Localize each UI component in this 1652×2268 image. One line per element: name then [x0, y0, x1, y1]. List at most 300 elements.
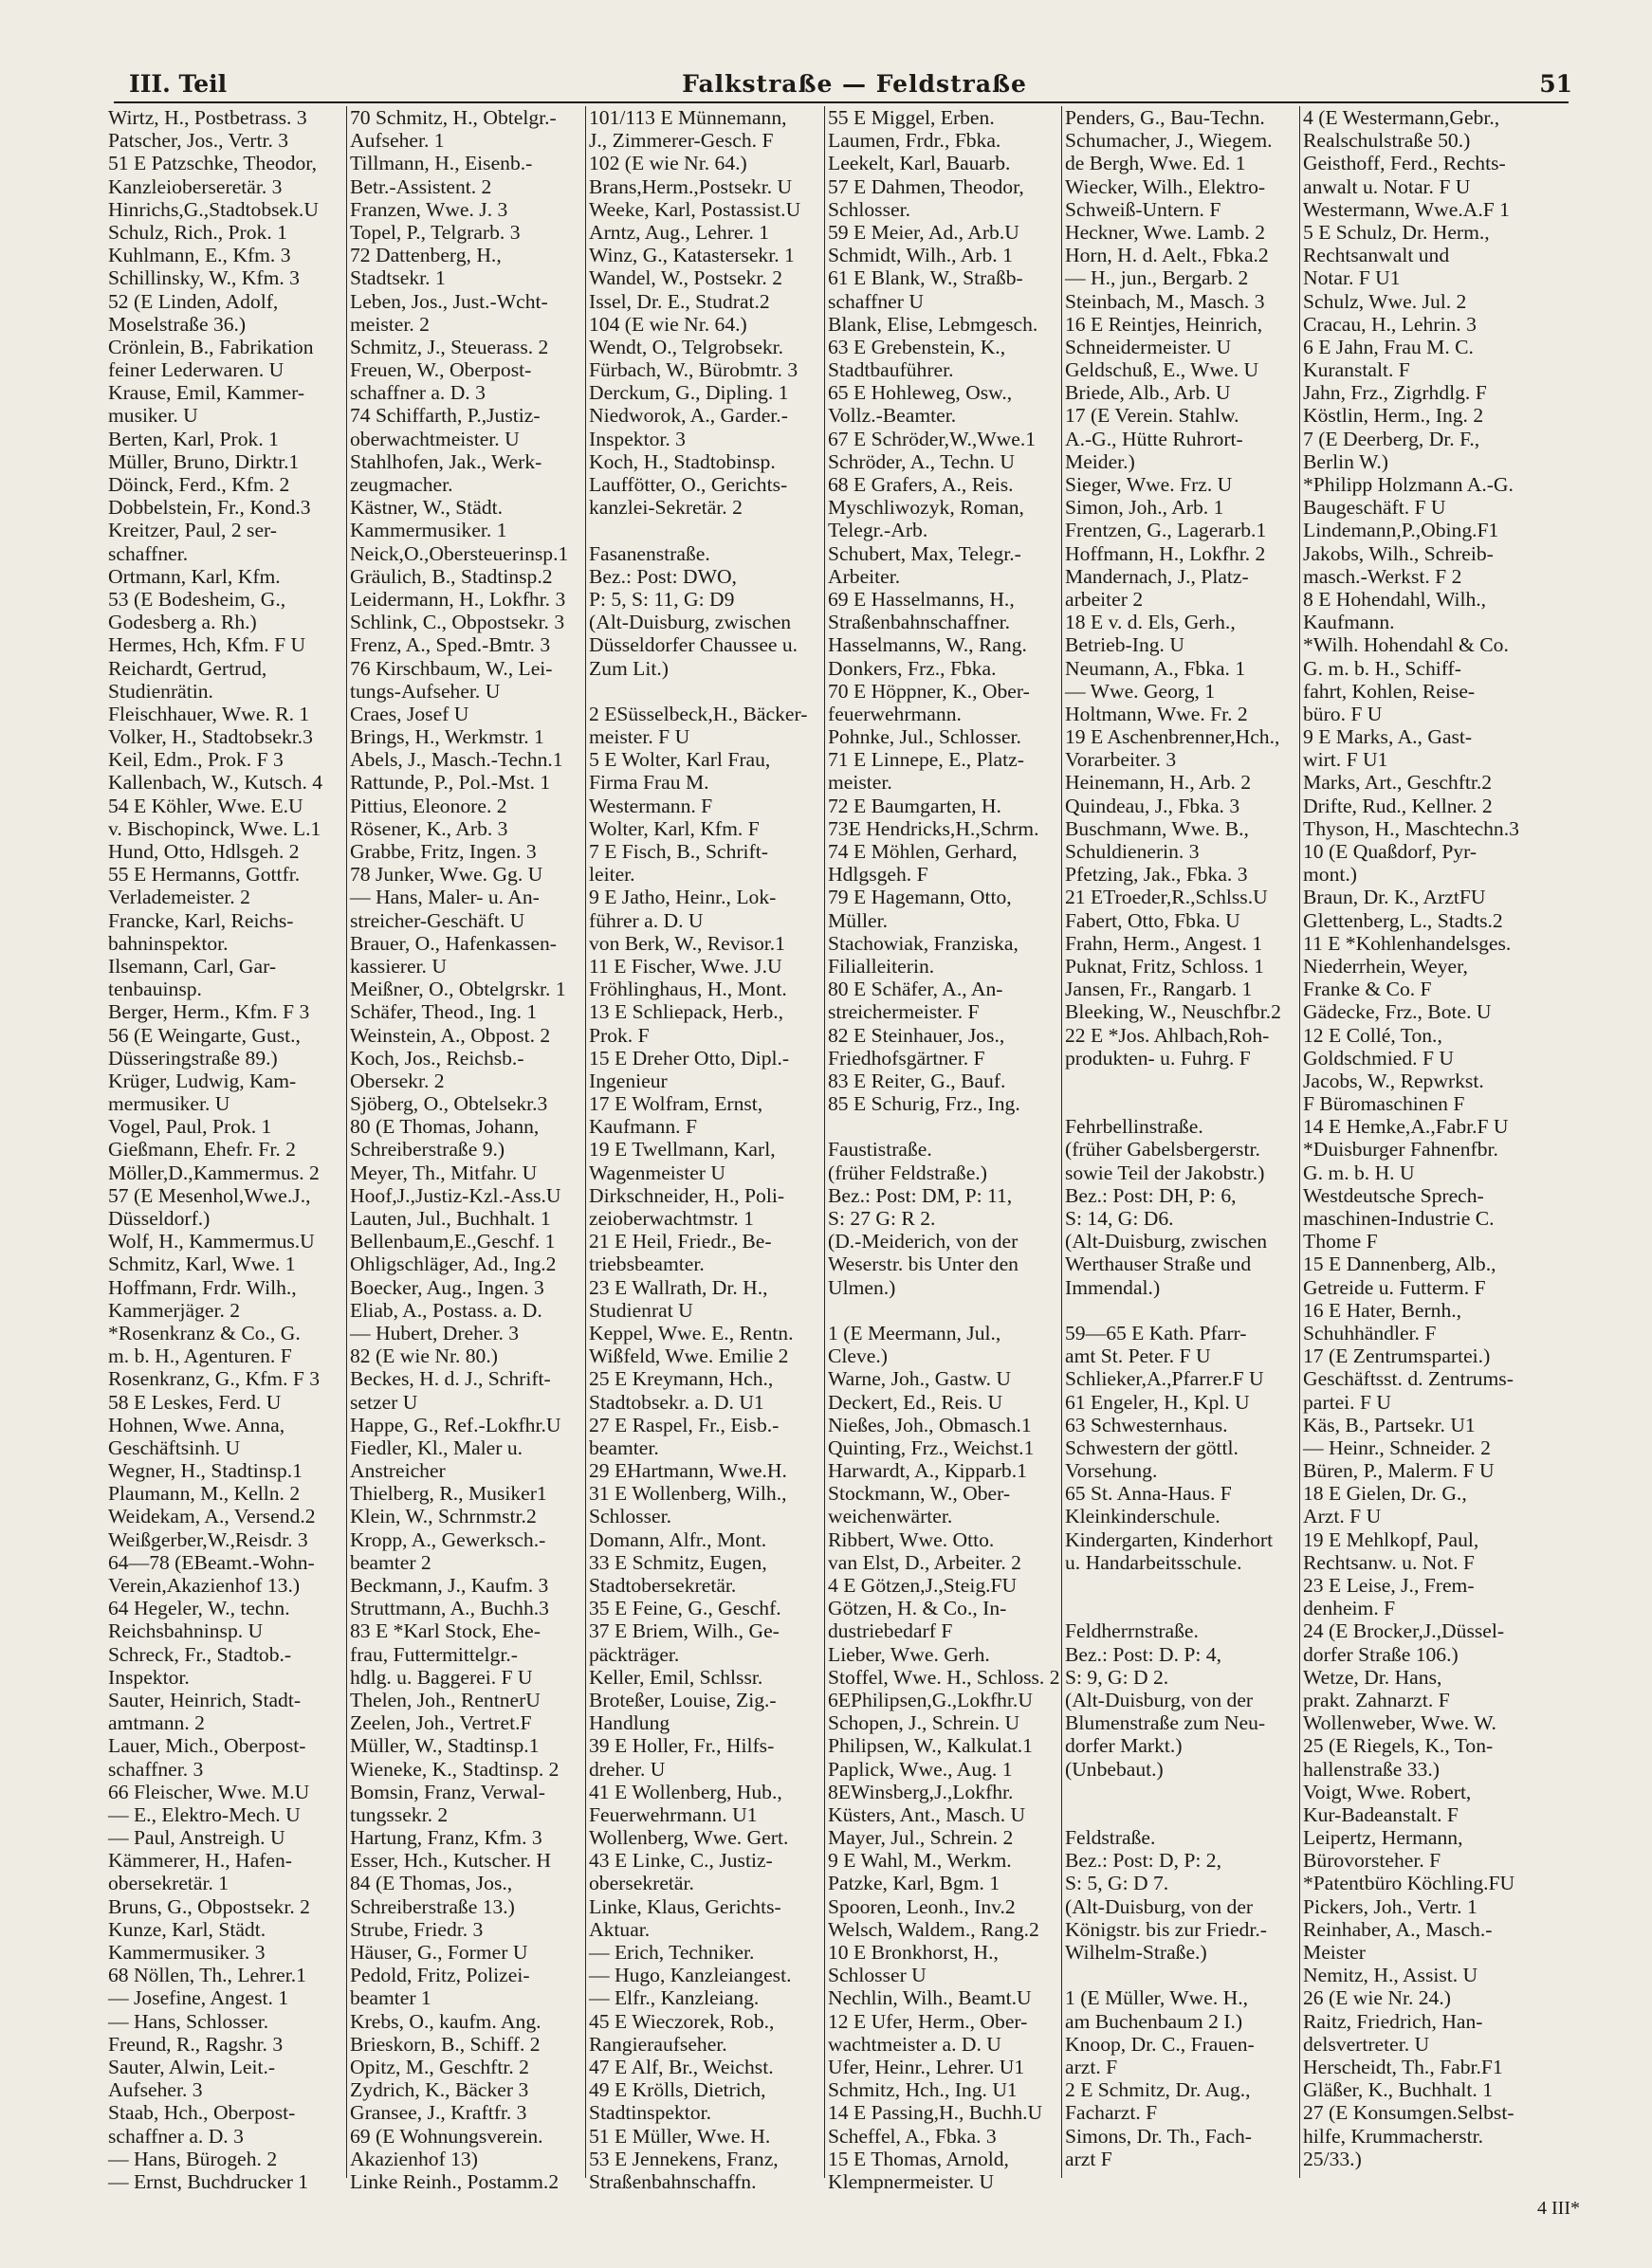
directory-line: Zum Lit.)	[589, 656, 669, 680]
directory-line: Cracau, H., Lehrin. 3	[1303, 312, 1477, 336]
directory-line: Küsters, Ant., Masch. U	[828, 1802, 1026, 1826]
directory-line: 78 Junker, Wwe. Gg. U	[350, 863, 543, 887]
directory-line: 55 E Hermanns, Gottfr.	[108, 863, 301, 887]
directory-line: Bez.: Post: DM, P: 11,	[828, 1183, 1013, 1207]
directory-line: Kallenbach, W., Kutsch. 4	[108, 771, 323, 795]
directory-line: Puknat, Fritz, Schloss. 1	[1065, 954, 1264, 978]
directory-line: Weißgerber,W.,Reisdr. 3	[108, 1527, 308, 1551]
directory-line: Nemitz, H., Assist. U	[1303, 1964, 1478, 1987]
directory-line: 52 (E Linden, Adolf,	[108, 289, 279, 313]
directory-line: dustriebedarf F	[828, 1619, 953, 1643]
directory-line: — Josefine, Angest. 1	[108, 1986, 289, 2010]
directory-line: Staab, Hch., Oberpost-	[108, 2101, 296, 2125]
directory-line: Brieskorn, B., Schiff. 2	[350, 2032, 541, 2056]
directory-line	[1065, 1597, 1296, 1619]
directory-line: 9 E Marks, A., Gast-	[1303, 725, 1473, 749]
directory-line: Vogel, Paul, Prok. 1	[108, 1115, 272, 1139]
directory-line: *Rosenkranz & Co., G.	[108, 1321, 301, 1344]
directory-line: Kropp, A., Gewerksch.-	[350, 1527, 546, 1551]
directory-line: Betr.-Assistent. 2	[350, 174, 492, 198]
directory-line: Craes, Josef U	[350, 702, 469, 725]
directory-line: Blumenstraße zum Neu-	[1065, 1711, 1266, 1735]
directory-line: Wandel, W., Postsekr. 2	[589, 266, 783, 290]
directory-line: Königstr. bis zur Friedr.-	[1065, 1917, 1267, 1941]
directory-line: Franzen, Wwe. J. 3	[350, 197, 508, 221]
directory-line: Pedold, Fritz, Polizei-	[350, 1964, 530, 1987]
directory-line: Krause, Emil, Kammer-	[108, 381, 305, 405]
directory-line: Thome F	[1303, 1230, 1378, 1253]
directory-line: Aufseher. 1	[350, 129, 445, 153]
directory-line: Kleinkinderschule.	[1065, 1505, 1221, 1528]
directory-line: Schmitz, J., Steuerass. 2	[350, 335, 549, 358]
directory-line: Weeke, Karl, Postassist.U	[589, 197, 801, 221]
directory-line: Schulz, Rich., Prok. 1	[108, 220, 287, 244]
directory-line: Sieger, Wwe. Frz. U	[1065, 473, 1233, 496]
directory-line: Lauten, Jul., Buchhalt. 1	[350, 1207, 551, 1230]
directory-line: Götzen, H. & Co., In-	[828, 1597, 1007, 1620]
directory-line: Stockmann, W., Ober-	[828, 1482, 1011, 1506]
directory-line: Krüger, Ludwig, Kam-	[108, 1069, 297, 1092]
directory-line: 9 E Wahl, M., Werkm.	[828, 1849, 1012, 1873]
column-3	[585, 106, 822, 2193]
directory-line: Fabert, Otto, Fbka. U	[1065, 908, 1240, 932]
directory-line: Anstreicher	[350, 1459, 446, 1483]
directory-line: Brings, H., Werkmstr. 1	[350, 725, 544, 749]
directory-line: u. Handarbeitsschule.	[1065, 1550, 1242, 1574]
directory-line: 14 E Hemke,A.,Fabr.F U	[1303, 1115, 1509, 1139]
directory-line: Pfetzing, Jak., Fbka. 3	[1065, 863, 1248, 887]
directory-line: Hermes, Hch, Kfm. F U	[108, 633, 306, 657]
directory-line: *Philipp Holzmann A.-G.	[1303, 473, 1514, 496]
directory-line: 16 E Hater, Bernh.,	[1303, 1298, 1462, 1322]
directory-line: Obersekr. 2	[350, 1069, 445, 1092]
directory-line: bahninspektor.	[108, 931, 229, 955]
directory-line: Broteßer, Louise, Zig.-	[589, 1688, 777, 1711]
directory-line: 23 E Leise, J., Frem-	[1303, 1574, 1475, 1597]
directory-line: (Alt-Duisburg, zwischen	[589, 611, 792, 634]
directory-line: Issel, Dr. E., Studrat.2	[589, 289, 770, 313]
directory-line: Notar. F U1	[1303, 266, 1401, 290]
directory-line: Firma Frau M.	[589, 771, 709, 795]
directory-line: Lauffötter, O., Gerichts-	[589, 473, 788, 496]
directory-line: 11 E *Kohlenhandelsges.	[1303, 931, 1512, 955]
directory-line: Patzke, Karl, Bgm. 1	[828, 1872, 1000, 1895]
directory-line: Volker, H., Stadtobsekr.3	[108, 725, 313, 749]
directory-line: Aktuar.	[589, 1917, 651, 1941]
directory-line: Winz, G., Katastersekr. 1	[589, 244, 795, 267]
directory-line: dorfer Straße 106.)	[1303, 1642, 1459, 1666]
directory-line: Franke & Co. F	[1303, 978, 1432, 1001]
directory-line: Donkers, Frz., Fbka.	[828, 656, 997, 680]
column-5	[1061, 106, 1296, 2178]
directory-line: Brans,Herm.,Postsekr. U	[589, 174, 793, 198]
column-4	[824, 106, 1060, 2193]
directory-line: 5 E Wolter, Karl Frau,	[589, 748, 771, 772]
directory-line: Raitz, Friedrich, Han-	[1303, 2009, 1483, 2033]
directory-line: Abels, J., Masch.-Techn.1	[350, 748, 563, 772]
directory-line: Kuranstalt. F	[1303, 358, 1410, 382]
directory-line: zeioberwachtmstr. 1	[589, 1207, 754, 1230]
directory-line: 15 E Dannenberg, Alb.,	[1303, 1253, 1496, 1276]
directory-line: Drifte, Rud., Kellner. 2	[1303, 794, 1493, 817]
directory-line: Rattunde, P., Pol.-Mst. 1	[350, 771, 551, 795]
directory-line: führer a. D. U	[589, 908, 704, 932]
directory-line: meister. 2	[350, 312, 430, 336]
directory-line: fahrt, Kohlen, Reise-	[1303, 679, 1476, 703]
directory-line: Studienrat U	[589, 1298, 693, 1322]
directory-line: 17 E Wolfram, Ernst,	[589, 1092, 763, 1116]
directory-line: 9 E Jatho, Heinr., Lok-	[589, 886, 777, 909]
directory-line: Hartung, Franz, Kfm. 3	[350, 1826, 542, 1850]
directory-line: 51 E Müller, Wwe. H.	[589, 2124, 771, 2148]
directory-line: delsvertreter. U	[1303, 2032, 1430, 2056]
directory-line: 83 E *Karl Stock, Ehe-	[350, 1619, 541, 1643]
directory-line: Müller, W., Stadtinsp.1	[350, 1734, 540, 1758]
directory-line: Arbeiter.	[828, 564, 901, 588]
directory-line: Fleischhauer, Wwe. R. 1	[108, 702, 310, 725]
directory-line: Kuhlmann, E., Kfm. 3	[108, 244, 291, 267]
directory-line: 59—65 E Kath. Pfarr-	[1065, 1321, 1247, 1344]
directory-line: van Elst, D., Arbeiter. 2	[828, 1550, 1021, 1574]
directory-line: 104 (E wie Nr. 64.)	[589, 312, 747, 336]
directory-line: Happe, G., Ref.-Lokfhr.U	[350, 1413, 561, 1436]
directory-line: Schmitz, Karl, Wwe. 1	[108, 1253, 296, 1276]
directory-line: Crönlein, B., Fabrikation	[108, 335, 314, 358]
directory-line: wirt. F U1	[1303, 748, 1388, 772]
directory-line: Frenz, A., Sped.-Bmtr. 3	[350, 633, 551, 657]
directory-line: 66 Fleischer, Wwe. M.U	[108, 1780, 310, 1803]
directory-line: Moselstraße 36.)	[108, 312, 247, 336]
directory-line: Reichsbahninsp. U	[108, 1619, 264, 1643]
directory-line: Kästner, W., Städt.	[350, 496, 504, 520]
directory-line: Müller.	[828, 908, 888, 932]
directory-line: 14 E Passing,H., Buchh.U	[828, 2101, 1043, 2125]
directory-line: Marks, Art., Geschftr.2	[1303, 771, 1493, 795]
directory-line: Opitz, M., Geschftr. 2	[350, 2055, 529, 2078]
directory-line: Paplick, Wwe., Aug. 1	[828, 1757, 1013, 1781]
directory-line: obersekretär.	[589, 1872, 694, 1895]
directory-line: — Paul, Anstreigh. U	[108, 1826, 285, 1850]
directory-line: Büren, P., Malerm. F U	[1303, 1459, 1495, 1483]
directory-line: setzer U	[350, 1390, 418, 1414]
directory-line: Boecker, Aug., Ingen. 3	[350, 1275, 544, 1299]
directory-line: Schröder, A., Techn. U	[828, 449, 1015, 473]
directory-line: Schuhhändler. F	[1303, 1321, 1437, 1344]
directory-line: 73E Hendricks,H.,Schrm.	[828, 816, 1039, 840]
directory-line: Laumen, Frdr., Fbka.	[828, 129, 1001, 153]
directory-line: schaffner.	[108, 541, 189, 565]
directory-line: 79 E Hagemann, Otto,	[828, 886, 1012, 909]
directory-line: Wiecker, Wilh., Elektro-	[1065, 174, 1266, 198]
directory-line: Geldschuß, E., Wwe. U	[1065, 358, 1259, 382]
directory-line: Wilhelm-Straße.)	[1065, 1941, 1207, 1964]
directory-line: 65 St. Anna-Haus. F	[1065, 1482, 1232, 1506]
directory-line: Hinrichs,G.,Stadtobsek.U	[108, 197, 319, 221]
directory-line: Westermann, Wwe.A.F 1	[1303, 197, 1510, 221]
directory-line: Bruns, G., Obpostsekr. 2	[108, 1894, 310, 1918]
directory-line: 102 (E wie Nr. 64.)	[589, 152, 747, 175]
directory-line: 67 E Schröder,W.,Wwe.1	[828, 427, 1037, 450]
directory-line: Fehrbellinstraße.	[1065, 1115, 1203, 1139]
directory-line: 83 E Reiter, G., Bauf.	[828, 1069, 1006, 1092]
header-rule	[114, 101, 1569, 103]
directory-line: schaffner U	[828, 289, 924, 313]
directory-line: Esser, Hch., Kutscher. H	[350, 1849, 552, 1873]
directory-line: 2 E Schmitz, Dr. Aug.,	[1065, 2078, 1251, 2102]
directory-line: partei. F U	[1303, 1390, 1391, 1414]
directory-line: 70 Schmitz, H., Obtelgr.-	[350, 106, 557, 129]
directory-line: päckträger.	[589, 1642, 680, 1666]
directory-line: Stadtinspektor.	[589, 2101, 711, 2125]
directory-line: 2 ESüsselbeck,H., Bäcker-	[589, 702, 808, 725]
directory-line: 57 E Dahmen, Theodor,	[828, 174, 1024, 198]
directory-line: *Patentbüro Köchling.FU	[1303, 1872, 1515, 1895]
directory-line: Schneidermeister. U	[1065, 335, 1232, 358]
directory-line: Kreitzer, Paul, 2 ser-	[108, 519, 277, 542]
directory-line: Stadtsekr. 1	[350, 266, 446, 290]
directory-line: Myschliwozyk, Roman,	[828, 496, 1024, 520]
directory-line: 26 (E wie Nr. 24.)	[1303, 1986, 1451, 2010]
directory-line: Sjöberg, O., Obtelsekr.3	[350, 1092, 548, 1116]
directory-line: Ulmen.)	[828, 1275, 896, 1299]
directory-line: S: 14, G: D6.	[1065, 1207, 1174, 1230]
directory-line: Friedhofsgärtner. F	[828, 1046, 985, 1070]
directory-line: 4 (E Westermann,Gebr.,	[1303, 106, 1500, 129]
directory-line: Frahn, Herm., Angest. 1	[1065, 931, 1263, 955]
directory-line: Geschäftsinh. U	[108, 1436, 241, 1459]
directory-line: Leidermann, H., Lokfhr. 3	[350, 587, 566, 611]
directory-line: Gädecke, Frz., Bote. U	[1303, 1000, 1492, 1024]
directory-line: Mandernach, J., Platz-	[1065, 564, 1249, 588]
directory-line: Aufseher. 3	[108, 2078, 203, 2102]
directory-line: Goldschmied. F U	[1303, 1046, 1454, 1070]
directory-line: Horn, H. d. Aelt., Fbka.2	[1065, 244, 1269, 267]
directory-line: Schillinsky, W., Kfm. 3	[108, 266, 300, 290]
directory-line: 4 E Götzen,J.,Steig.FU	[828, 1574, 1018, 1597]
directory-line: Steinbach, M., Masch. 3	[1065, 289, 1265, 313]
directory-line: Welsch, Waldem., Rang.2	[828, 1917, 1039, 1941]
directory-line: Wolf, H., Kammermus.U	[108, 1230, 315, 1253]
directory-line: 82 E Steinhauer, Jos.,	[828, 1023, 1005, 1047]
directory-line: Weserstr. bis Unter den	[828, 1253, 1019, 1276]
directory-line: beamter.	[589, 1436, 659, 1459]
directory-line: maschinen-Industrie C.	[1303, 1207, 1495, 1230]
directory-line: 39 E Holler, Fr., Hilfs-	[589, 1734, 775, 1758]
directory-line: 64—78 (EBeamt.-Wohn-	[108, 1550, 315, 1574]
directory-line: J., Zimmerer-Gesch. F	[589, 129, 774, 153]
directory-line: 15 E Dreher Otto, Dipl.-	[589, 1046, 790, 1070]
directory-line: 53 E Jennekens, Franz,	[589, 2147, 779, 2170]
directory-line: Möller,D.,Kammermus. 2	[108, 1161, 320, 1184]
directory-line: 68 E Grafers, A., Reis.	[828, 473, 1014, 496]
directory-line: Freund, R., Ragshr. 3	[108, 2032, 284, 2056]
directory-line: weichenwärter.	[828, 1505, 953, 1528]
directory-line: Pickers, Joh., Vertr. 1	[1303, 1894, 1478, 1918]
directory-line: hdlg. u. Baggerei. F U	[350, 1665, 533, 1689]
directory-line: Knoop, Dr. C., Frauen-	[1065, 2032, 1255, 2056]
directory-line: Linke, Klaus, Gerichts-	[589, 1894, 781, 1918]
directory-line: 74 E Möhlen, Gerhard,	[828, 840, 1018, 863]
directory-line: — Hans, Schlosser.	[108, 2009, 269, 2033]
directory-line: Hoffmann, Frdr. Wilh.,	[108, 1275, 297, 1299]
directory-line: 27 E Raspel, Fr., Eisb.-	[589, 1413, 780, 1436]
signature-mark: 4 III*	[1537, 2198, 1580, 2219]
directory-line: Häuser, G., Former U	[350, 1941, 528, 1964]
directory-line: Jakobs, Wilh., Schreib-	[1303, 541, 1494, 565]
directory-line: Schopen, J., Schrein. U	[828, 1711, 1020, 1735]
directory-line: 16 E Reintjes, Heinrich,	[1065, 312, 1263, 336]
directory-line: feiner Lederwaren. U	[108, 358, 285, 382]
directory-line: 19 E Mehlkopf, Paul,	[1303, 1527, 1479, 1551]
directory-line: Schreck, Fr., Stadtob.-	[108, 1642, 292, 1666]
directory-line: Schulz, Wwe. Jul. 2	[1303, 289, 1467, 313]
directory-line: produkten- u. Fuhrg. F	[1065, 1046, 1251, 1070]
directory-line: Wißfeld, Wwe. Emilie 2	[589, 1344, 789, 1368]
directory-line: Schlosser U	[828, 1964, 927, 1987]
directory-line: Arntz, Aug., Lehrer. 1	[589, 220, 770, 244]
directory-line: 10 (E Quaßdorf, Pyr-	[1303, 840, 1478, 863]
directory-line: de Bergh, Wwe. Ed. 1	[1065, 152, 1246, 175]
directory-line: 12 E Collé, Ton.,	[1303, 1023, 1442, 1047]
directory-line: Westdeutsche Sprech-	[1303, 1183, 1484, 1207]
directory-line: Kur-Badeanstalt. F	[1303, 1802, 1459, 1826]
directory-line: Herscheidt, Th., Fabr.F1	[1303, 2055, 1503, 2078]
directory-line: Koch, Jos., Reichsb.-	[350, 1046, 524, 1070]
directory-line: 53 (E Bodesheim, G.,	[108, 587, 286, 611]
directory-line: Kaufmann. F	[589, 1115, 697, 1139]
directory-line	[828, 1115, 1060, 1138]
directory-line: Meider.)	[1065, 449, 1135, 473]
directory-line: 54 E Köhler, Wwe. E.U	[108, 794, 303, 817]
directory-line: Bürovorsteher. F	[1303, 1849, 1441, 1873]
directory-line: 25 (E Riegels, K., Ton-	[1303, 1734, 1494, 1758]
directory-line: denheim. F	[1303, 1597, 1396, 1620]
directory-line: 65 E Hohleweg, Osw.,	[828, 381, 1013, 405]
directory-line: 17 (E Zentrumspartei.)	[1303, 1344, 1491, 1368]
directory-line: meister.	[828, 771, 892, 795]
directory-line: — Wwe. Georg, 1	[1065, 679, 1216, 703]
directory-line: Heckner, Wwe. Lamb. 2	[1065, 220, 1265, 244]
directory-line: Frentzen, G., Lagerarb.1	[1065, 519, 1267, 542]
directory-line: 84 (E Thomas, Jos.,	[350, 1872, 513, 1895]
directory-line: — Ernst, Buchdrucker 1	[108, 2169, 309, 2193]
directory-line: Facharzt. F	[1065, 2101, 1158, 2125]
directory-line: Nechlin, Wilh., Beamt.U	[828, 1986, 1032, 2010]
directory-line: Ortmann, Karl, Kfm.	[108, 564, 281, 588]
directory-line: 25/33.)	[1303, 2147, 1362, 2170]
directory-line: 56 (E Weingarte, Gust.,	[108, 1023, 301, 1047]
directory-line: (Alt-Duisburg, zwischen	[1065, 1230, 1268, 1253]
directory-line: Fasanenstraße.	[589, 541, 710, 565]
directory-line: Neick,O.,Obersteuerinsp.1	[350, 541, 569, 565]
directory-line: Jahn, Frz., Zigrhdlg. F	[1303, 381, 1487, 405]
directory-line: Bomsin, Franz, Verwal-	[350, 1780, 545, 1803]
directory-line: 18 E v. d. Els, Gerh.,	[1065, 611, 1236, 634]
directory-line: 74 Schiffarth, P.,Justiz-	[350, 404, 541, 428]
directory-line: Quinting, Frz., Weichst.1	[828, 1436, 1035, 1459]
directory-line: Keil, Edm., Prok. F 3	[108, 748, 284, 772]
directory-line: Wendt, O., Telgrobsekr.	[589, 335, 784, 358]
directory-line: Feuerwehrmann. U1	[589, 1802, 758, 1826]
directory-line: Koch, H., Stadtobinsp.	[589, 449, 776, 473]
directory-line: Düsseringstraße 89.)	[108, 1046, 278, 1070]
directory-line: Hund, Otto, Hdlsgeh. 2	[108, 840, 300, 863]
directory-line: beamter 1	[350, 1986, 431, 2010]
directory-line: Briede, Alb., Arb. U	[1065, 381, 1231, 405]
directory-line: feuerwehrmann.	[828, 702, 962, 725]
directory-line: von Berk, W., Revisor.1	[589, 931, 785, 955]
directory-line	[1065, 1803, 1296, 1826]
directory-line: zeugmacher.	[350, 473, 453, 496]
directory-line: 69 (E Wohnungsverein.	[350, 2124, 543, 2148]
directory-line: Thelen, Joh., RentnerU	[350, 1688, 541, 1711]
directory-line: Nießes, Joh., Obmasch.1	[828, 1413, 1032, 1436]
directory-line: 80 (E Thomas, Johann,	[350, 1115, 540, 1139]
directory-line: Lindemann,P.,Obing.F1	[1303, 519, 1499, 542]
directory-line: Lieber, Wwe. Gerh.	[828, 1642, 990, 1666]
directory-line: Arzt. F U	[1303, 1505, 1382, 1528]
directory-line: Schwestern der göttl.	[1065, 1436, 1239, 1459]
directory-line: Bez.: Post: DWO,	[589, 564, 737, 588]
directory-line: Schubert, Max, Telegr.-	[828, 541, 1021, 565]
directory-line: 8 E Hohendahl, Wilh.,	[1303, 587, 1487, 611]
directory-line: Schmitz, Hch., Ing. U1	[828, 2078, 1018, 2102]
directory-line: Gransee, J., Kraftfr. 3	[350, 2101, 527, 2125]
directory-line: Betrieb-Ing. U	[1065, 633, 1184, 657]
directory-line: Bellenbaum,E.,Geschf. 1	[350, 1230, 556, 1253]
directory-line: Tillmann, H., Eisenb.-	[350, 152, 533, 175]
directory-line: kanzlei-Sekretär. 2	[589, 496, 743, 520]
directory-line: 25 E Kreymann, Hch.,	[589, 1367, 774, 1391]
directory-line: 8EWinsberg,J.,Lokfhr.	[828, 1780, 1014, 1803]
directory-line: Glettenberg, L., Stadts.2	[1303, 908, 1503, 932]
directory-line: Francke, Karl, Reichs-	[108, 908, 294, 932]
directory-line: Warne, Joh., Gastw. U	[828, 1367, 1011, 1391]
directory-line: Baugeschäft. F U	[1303, 496, 1446, 520]
directory-line: Feldherrnstraße.	[1065, 1619, 1199, 1643]
directory-line: Pittius, Eleonore. 2	[350, 794, 507, 817]
directory-line: hilfe, Krummacherstr.	[1303, 2124, 1484, 2148]
directory-line: — Hans, Maler- u. An-	[350, 886, 540, 909]
directory-line: 6EPhilipsen,G.,Lokfhr.U	[828, 1688, 1033, 1711]
directory-line: Kaufmann.	[1303, 611, 1395, 634]
directory-line: Weinstein, A., Obpost. 2	[350, 1023, 551, 1047]
directory-line: (Alt-Duisburg, von der	[1065, 1688, 1254, 1711]
directory-line: Reichardt, Gertrud,	[108, 656, 267, 680]
directory-line: Hohnen, Wwe. Anna,	[108, 1413, 285, 1436]
directory-line: *Wilh. Hohendahl & Co.	[1303, 633, 1509, 657]
directory-line: Schlink, C., Obpostsekr. 3	[350, 611, 565, 634]
directory-line: Topel, P., Telgrarb. 3	[350, 220, 521, 244]
directory-line: hallenstraße 33.)	[1303, 1757, 1440, 1781]
directory-line	[589, 519, 822, 541]
street-range-title: Falkstraße — Feldstraße	[682, 70, 1027, 98]
directory-line: 57 (E Mesenhol,Wwe.J.,	[108, 1183, 311, 1207]
directory-line: m. b. H., Agenturen. F	[108, 1344, 292, 1368]
directory-line: Gräulich, B., Stadtinsp.2	[350, 564, 553, 588]
directory-line: 31 E Wollenberg, Wilh.,	[589, 1482, 787, 1506]
directory-line: Wetze, Dr. Hans,	[1303, 1665, 1442, 1689]
directory-line: Vorsehung.	[1065, 1459, 1158, 1483]
directory-line: Bez.: Post: D. P: 4,	[1065, 1642, 1221, 1666]
directory-line: 61 Engeler, H., Kpl. U	[1065, 1390, 1250, 1414]
page-number: 51	[1539, 70, 1572, 98]
directory-line: 76 Kirschbaum, W., Lei-	[350, 656, 553, 680]
directory-line: leiter.	[589, 863, 635, 887]
directory-columns	[108, 106, 1578, 2193]
directory-line: Faustistraße.	[828, 1138, 932, 1161]
directory-line: mermusiker. U	[108, 1092, 230, 1116]
